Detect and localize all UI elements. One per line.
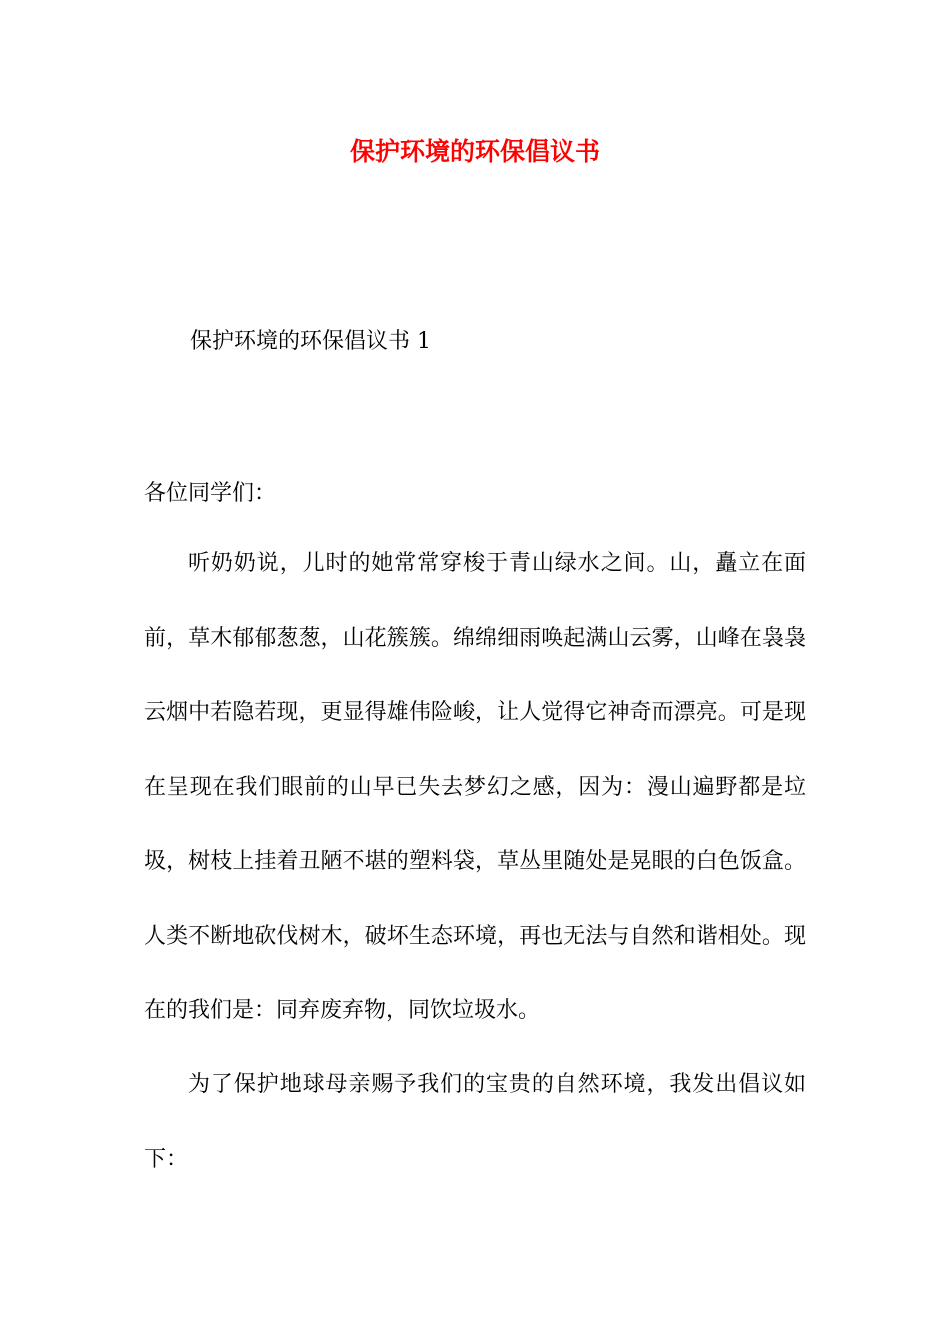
document-title: 保护环境的环保倡议书 <box>349 137 600 166</box>
greeting-line: 各位同学们： <box>144 481 277 506</box>
body-paragraph-1: 听奶奶说，儿时的她常常穿梭于青山绿水之间。山，矗立在面前，草木郁郁葱葱，山花簇簇。绵绵细雨唤起满山云雾，山峰在袅袅云烟中若隐若现，更显得雄伟险峻，让人觉得它神奇而漂亮。可是现在呈现在我们眼前的山早已失去梦幻之感，因为：漫山遍野都是垃圾，树枝上挂着丑陋不堪的塑料袋，草丛里随处是晃眼的白色饭盒。人类不断地砍伐树木，破坏生态环境，再也无法与自然和谐相处。现在的我们是：同弃废弃物，同饮垃圾水。 <box>144 551 806 1023</box>
section-heading: 保护环境的环保倡议书 1 <box>190 329 431 354</box>
body-paragraph-2: 为了保护地球母亲赐予我们的宝贵的自然环境，我发出倡议如下： <box>144 1072 806 1172</box>
